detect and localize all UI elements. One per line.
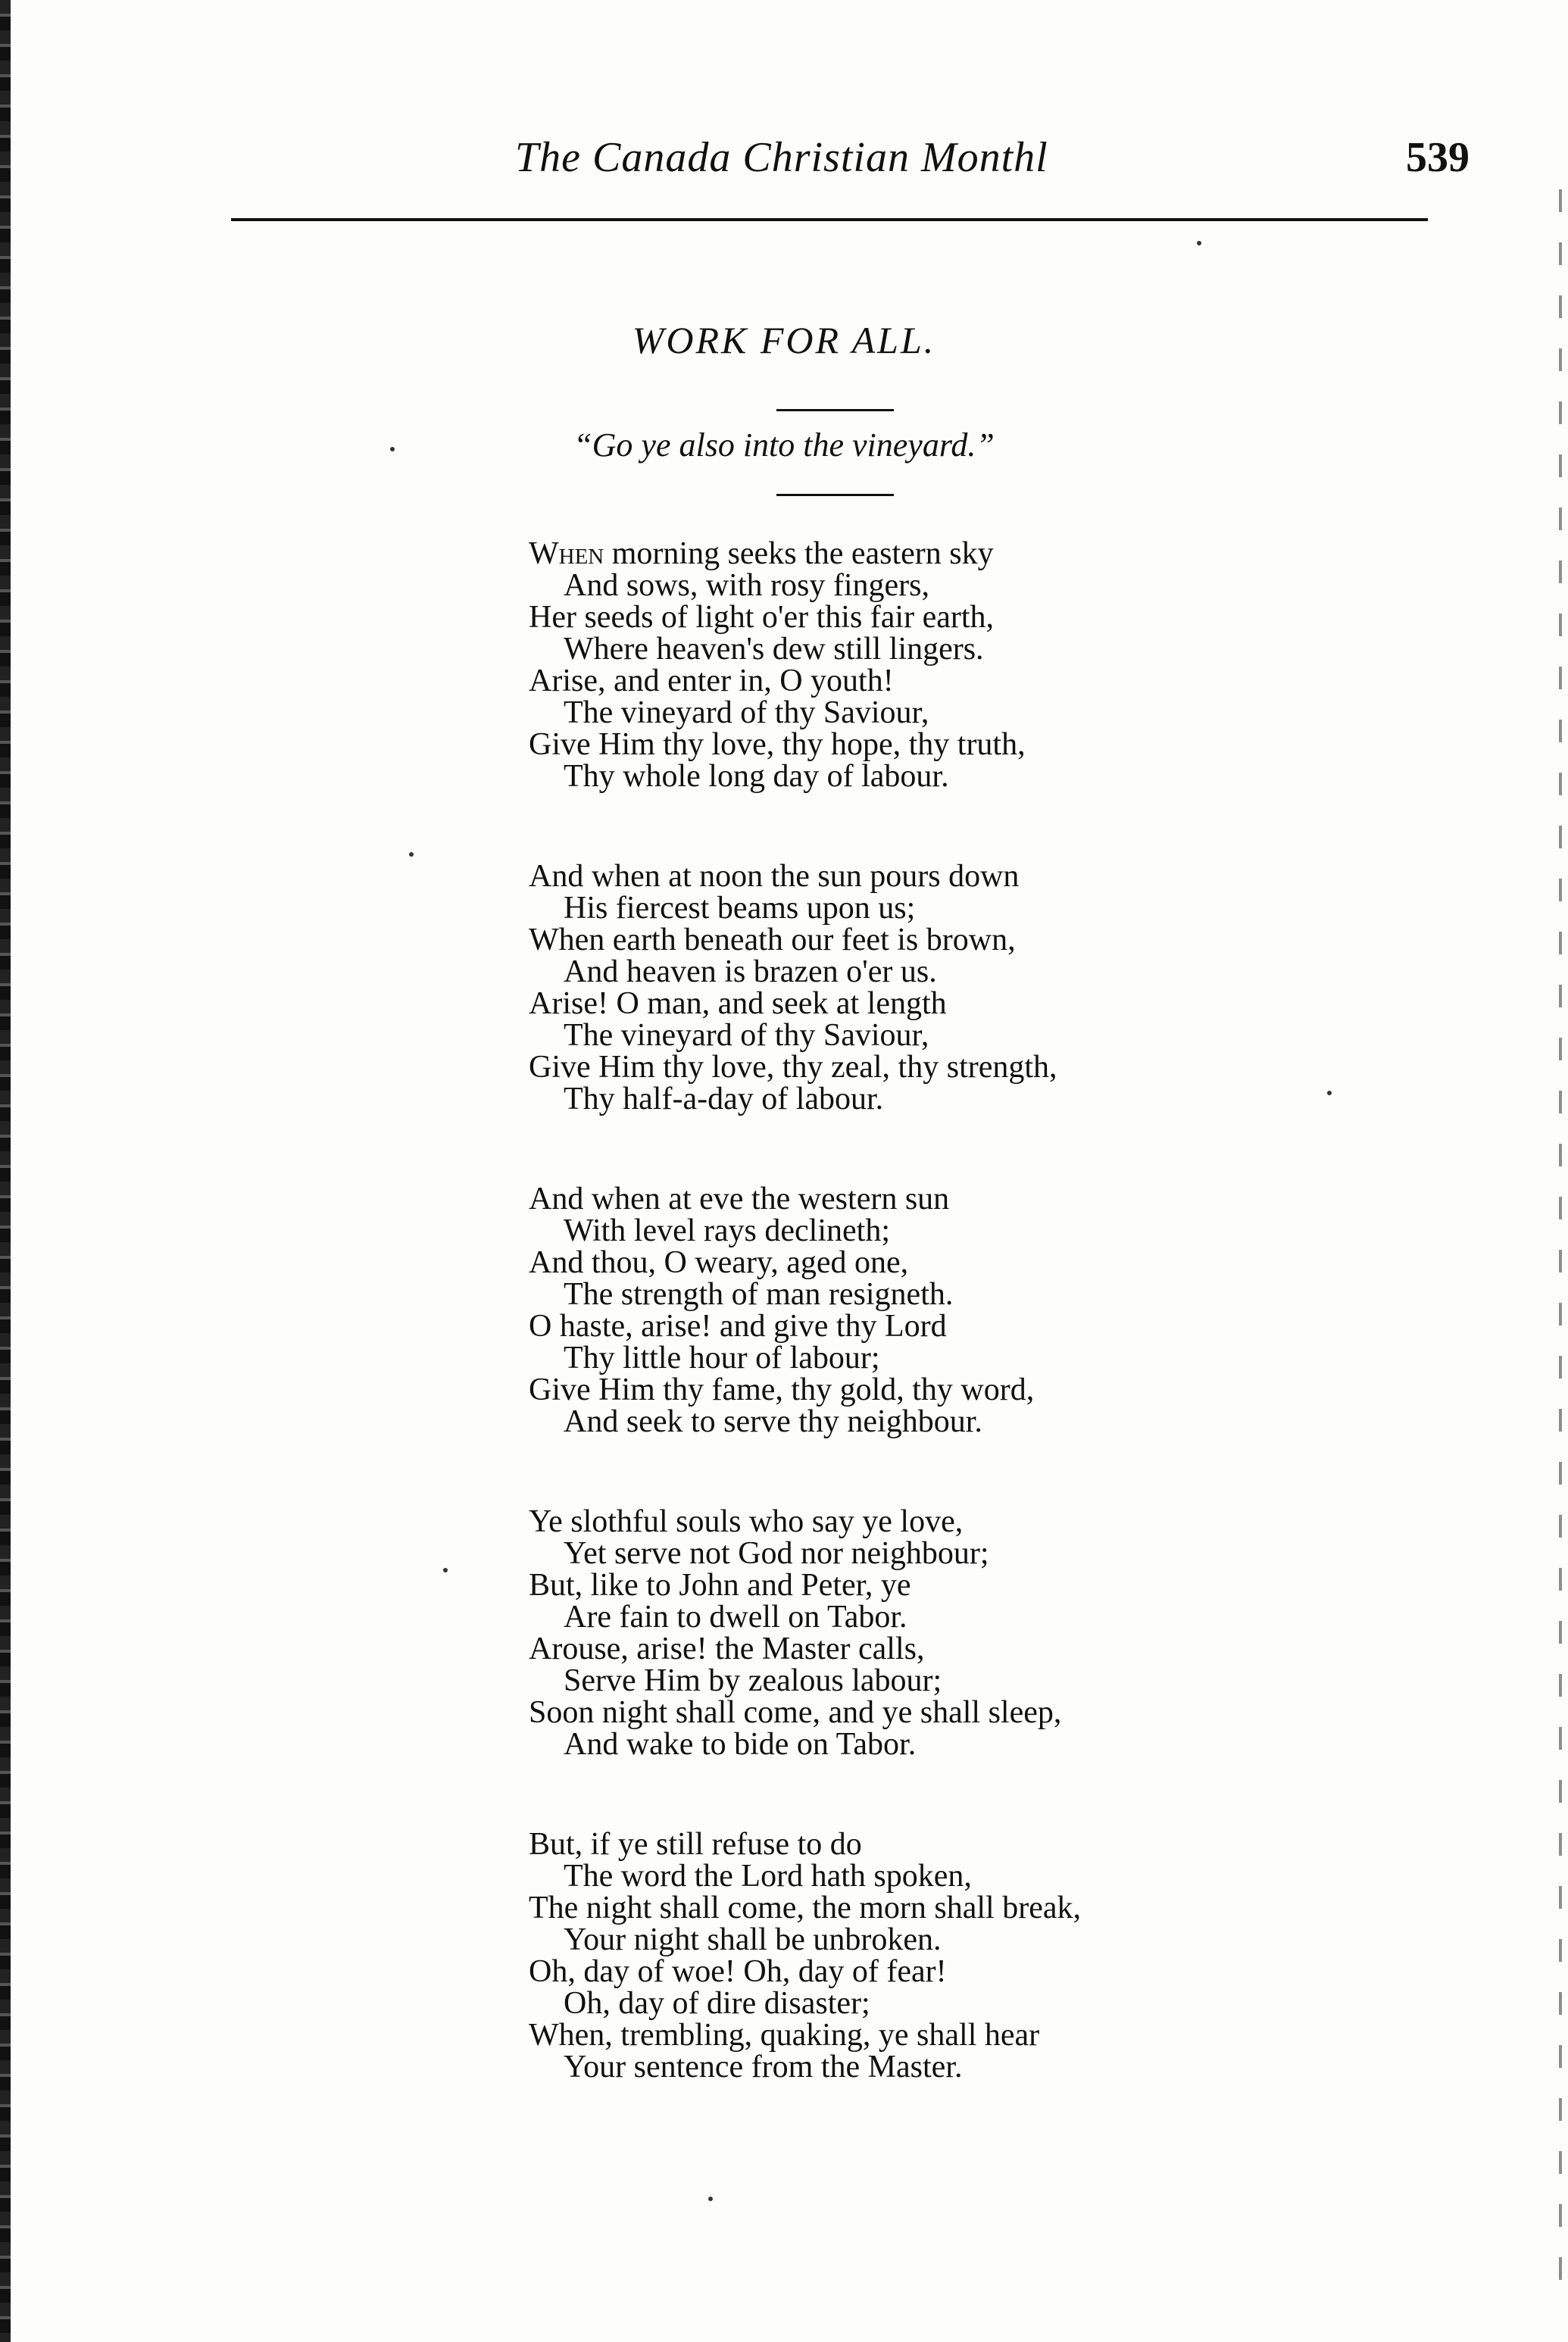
- poem-line: The vineyard of thy Saviour,: [564, 695, 929, 730]
- poem-line-text: morning seeks the eastern sky: [604, 536, 994, 571]
- stanza-2: [529, 860, 1438, 1115]
- poem-line: But, like to John and Peter, ye: [529, 1568, 911, 1603]
- stanza-4: [529, 1506, 1438, 1760]
- epigraph: “Go ye also into the vineyard.”: [573, 426, 995, 464]
- poem-line: Ye slothful souls who say ye love,: [529, 1504, 964, 1539]
- journal-title: The Canada Christian Monthl: [515, 134, 1048, 181]
- poem-line: [529, 538, 1438, 570]
- poem-line: Give Him thy love, thy zeal, thy strength,: [529, 1050, 1057, 1085]
- poem-line: And thou, O weary, aged one,: [529, 1245, 909, 1280]
- poem-title: WORK FOR ALL.: [632, 319, 936, 361]
- stanza-1: [529, 538, 1438, 792]
- poem-line: With level rays declineth;: [564, 1213, 890, 1248]
- header-rule: [231, 218, 1428, 221]
- poem-line: Arouse, arise! the Master calls,: [529, 1632, 925, 1666]
- stanza-5: [529, 1828, 1438, 2083]
- poem-line: Give Him thy fame, thy gold, thy word,: [529, 1372, 1035, 1407]
- poem-line: When, trembling, quaking, ye shall hear: [529, 2018, 1040, 2053]
- poem-line: Where heaven's dew still lingers.: [564, 632, 984, 667]
- poem-line: His fiercest beams upon us;: [564, 891, 916, 926]
- scan-speck: [1327, 1091, 1332, 1095]
- poem-line: Oh, day of woe! Oh, day of fear!: [529, 1954, 947, 1989]
- poem-line: And when at noon the sun pours down: [529, 859, 1020, 894]
- poem-line: When earth beneath our feet is brown,: [529, 923, 1016, 957]
- poem-line: And seek to serve thy neighbour.: [564, 1404, 982, 1439]
- poem-line: O haste, arise! and give thy Lord: [529, 1309, 947, 1344]
- poem-line: The vineyard of thy Saviour,: [564, 1018, 929, 1053]
- poem-line: Serve Him by zealous labour;: [564, 1663, 942, 1698]
- poem-line: Her seeds of light o'er this fair earth,: [529, 600, 995, 635]
- poem-line: Your night shall be unbroken.: [564, 1922, 942, 1957]
- scan-speck: [1197, 241, 1201, 245]
- poem-line: Your sentence from the Master.: [564, 2050, 963, 2084]
- running-head: [227, 127, 1470, 195]
- epigraph-rule: [776, 494, 894, 496]
- poem-body: [529, 538, 1438, 2151]
- poem-line: Arise, and enter in, O youth!: [529, 664, 894, 698]
- poem-line: Oh, day of dire disaster;: [564, 1986, 870, 2021]
- scan-speck: [708, 2197, 713, 2201]
- poem-line: And wake to bide on Tabor.: [564, 1727, 917, 1762]
- page-number: 539: [1406, 134, 1470, 181]
- poem-line: But, if ye still refuse to do: [529, 1827, 862, 1862]
- poem-line: Give Him thy love, thy hope, thy truth,: [529, 727, 1026, 762]
- poem-line: And sows, with rosy fingers,: [564, 568, 929, 603]
- poem-line: And when at eve the western sun: [529, 1182, 950, 1216]
- poem-line: Thy whole long day of labour.: [564, 759, 949, 794]
- poem-line: The night shall come, the morn shall break,: [529, 1891, 1081, 1925]
- scan-speck: [409, 852, 414, 857]
- stanza-3: [529, 1183, 1438, 1438]
- drop-word: When: [529, 536, 604, 571]
- poem-line: Thy half-a-day of labour.: [564, 1082, 884, 1116]
- poem-line: Thy little hour of labour;: [564, 1341, 880, 1376]
- poem-line: The strength of man resigneth.: [564, 1277, 954, 1312]
- poem-line: Soon night shall come, and ye shall sleep,: [529, 1695, 1062, 1730]
- page-edge-shadow: [1559, 189, 1562, 2310]
- scan-speck: [443, 1568, 448, 1572]
- poem-line: And heaven is brazen o'er us.: [564, 954, 937, 989]
- poem-line: Arise! O man, and seek at length: [529, 986, 947, 1021]
- poem-line: Yet serve not God nor neighbour;: [564, 1536, 989, 1571]
- title-rule: [776, 409, 894, 411]
- poem-line: The word the Lord hath spoken,: [564, 1859, 972, 1894]
- scan-speck: [390, 447, 395, 451]
- poem-line: Are fain to dwell on Tabor.: [564, 1600, 907, 1635]
